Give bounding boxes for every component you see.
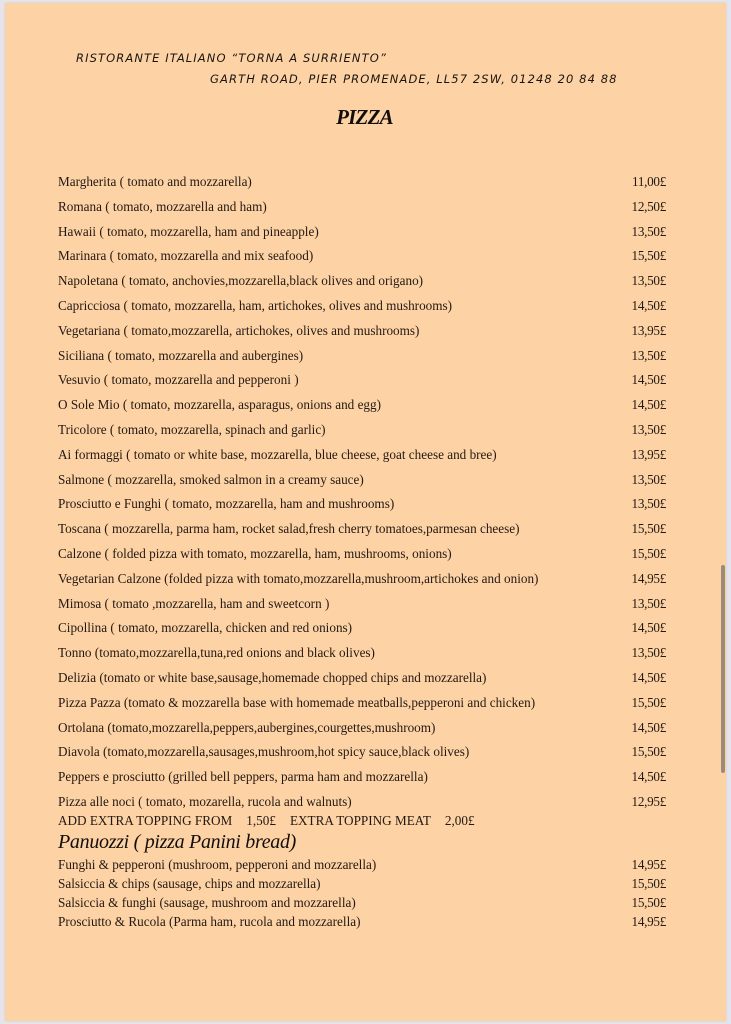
panuozzi-section-title: Panuozzi ( pizza Panini bread) — [58, 831, 297, 853]
pizza-menu-item — [58, 720, 666, 740]
pizza-title-text: PIZZA — [336, 105, 393, 129]
pizza-menu-item — [58, 620, 666, 640]
item-description: Diavola (tomato,mozzarella,sausages,mushroom,hot spicy sauce,black olives) — [58, 744, 470, 760]
item-price: 13,50£ — [631, 223, 666, 239]
pizza-menu-item — [58, 546, 666, 566]
extra-topping-price: 1,50£ — [246, 813, 276, 828]
pizza-section-title — [5, 105, 726, 130]
item-description: Tonno (tomato,mozzarella,tuna,red onions and black olives) — [58, 645, 375, 661]
extra-meat-label: EXTRA TOPPING MEAT — [289, 813, 431, 828]
item-price: 15,50£ — [631, 876, 666, 891]
pizza-menu-item — [58, 571, 666, 591]
panuozzi-menu-item — [58, 876, 666, 896]
menu-page — [5, 3, 726, 1021]
restaurant-name: RISTORANTE ITALIANO “TORNA A SURRIENTO” — [76, 51, 387, 65]
vertical-scrollbar-thumb[interactable] — [721, 565, 725, 773]
item-price: 13,50£ — [631, 273, 666, 289]
item-price: 15,50£ — [631, 744, 666, 760]
item-description: Prosciutto e Funghi ( tomato, mozzarella, ham and mushrooms) — [58, 496, 395, 512]
extra-topping-label: ADD EXTRA TOPPING FROM — [58, 813, 233, 828]
item-price: 14,50£ — [631, 670, 666, 685]
item-description: Calzone ( folded pizza with tomato, mozzarella, ham, mushrooms, onions) — [58, 546, 452, 561]
item-price: 14,50£ — [631, 719, 666, 735]
item-description: Peppers e prosciutto (grilled bell peppers, parma ham and mozzarella) — [58, 769, 428, 785]
item-price: 13,50£ — [631, 471, 666, 487]
item-price: 15,50£ — [631, 248, 666, 264]
extra-topping-line — [58, 813, 489, 829]
restaurant-address: GARTH ROAD, PIER PROMENADE, LL57 2SW, 01248 20 84 88 — [210, 72, 618, 86]
pizza-menu-item — [58, 323, 666, 343]
item-description: Tricolore ( tomato, mozzarella, spinach and garlic) — [58, 422, 326, 437]
item-price: 13,50£ — [631, 645, 666, 661]
item-price: 14,50£ — [631, 298, 666, 313]
item-description: Siciliana ( tomato, mozzarella and aubergines) — [58, 347, 304, 363]
item-price: 15,50£ — [631, 694, 666, 710]
pizza-menu-item — [58, 273, 666, 293]
pizza-menu-item — [58, 769, 666, 789]
pizza-menu-item — [58, 596, 666, 616]
item-description: Ai formaggi ( tomato or white base, mozzarella, blue cheese, goat cheese and bree) — [58, 446, 497, 462]
item-description: Salmone ( mozzarella, smoked salmon in a creamy sauce) — [58, 471, 364, 487]
pizza-menu-item — [58, 397, 666, 417]
pizza-menu-item — [58, 422, 666, 442]
pizza-menu-item — [58, 447, 666, 467]
item-description: Margherita ( tomato and mozzarella) — [58, 174, 252, 189]
pizza-menu-item — [58, 174, 666, 194]
extra-meat-price: 2,00£ — [444, 813, 475, 828]
item-description: Marinara ( tomato, mozzarella and mix seafood) — [58, 248, 314, 264]
pizza-menu-item — [58, 298, 666, 318]
pizza-menu-item — [58, 496, 666, 516]
item-price: 14,50£ — [631, 372, 666, 388]
pizza-menu-item — [58, 670, 666, 690]
pizza-menu-item — [58, 199, 666, 219]
pizza-menu-item — [58, 348, 666, 368]
pizza-menu-item — [58, 521, 666, 541]
item-price: 15,50£ — [631, 895, 666, 910]
item-price: 13,95£ — [631, 322, 666, 338]
item-price: 14,50£ — [631, 769, 666, 785]
pizza-menu-item — [58, 248, 666, 268]
item-description: Ortolana (tomato,mozzarella,peppers,aubergines,courgettes,mushroom) — [58, 719, 436, 735]
item-description: Romana ( tomato, mozzarella and ham) — [58, 198, 267, 214]
item-price: 13,50£ — [631, 422, 666, 437]
panuozzi-menu-item — [58, 914, 666, 934]
item-description: Salsiccia & funghi (sausage, mushroom and mozzarella) — [58, 895, 356, 910]
item-description: Toscana ( mozzarella, parma ham, rocket salad,fresh cherry tomatoes,parmesan cheese) — [58, 521, 520, 537]
item-price: 13,95£ — [631, 446, 666, 462]
item-price: 14,95£ — [631, 914, 666, 929]
item-description: Delizia (tomato or white base,sausage,homemade chopped chips and mozzarella) — [58, 670, 487, 685]
item-price: 15,50£ — [631, 521, 666, 537]
item-description: Cipollina ( tomato, mozzarella, chicken and red onions) — [58, 620, 353, 636]
panuozzi-menu-item — [58, 895, 666, 915]
pizza-menu-item — [58, 472, 666, 492]
item-description: Prosciutto & Rucola (Parma ham, rucola and mozzarella) — [58, 914, 361, 929]
item-price: 12,50£ — [631, 198, 666, 214]
item-price: 14,95£ — [631, 857, 666, 872]
pizza-menu-item — [58, 372, 666, 392]
item-price: 14,50£ — [631, 397, 666, 413]
pizza-menu-item — [58, 645, 666, 665]
pizza-menu-item — [58, 794, 666, 814]
item-description: Napoletana ( tomato, anchovies,mozzarella,black olives and origano) — [58, 273, 424, 289]
pizza-menu-item — [58, 695, 666, 715]
item-description: Pizza Pazza (tomato & mozzarella base with homemade meatballs,pepperoni and chicken) — [58, 694, 536, 710]
item-description: Hawaii ( tomato, mozzarella, ham and pineapple) — [58, 223, 319, 239]
item-description: O Sole Mio ( tomato, mozzarella, asparagus, onions and egg) — [58, 397, 382, 413]
item-price: 13,50£ — [631, 595, 666, 611]
item-description: Mimosa ( tomato ,mozzarella, ham and sweetcorn ) — [58, 595, 330, 611]
item-price: 15,50£ — [631, 546, 666, 561]
item-description: Vegetariana ( tomato,mozzarella, artichokes, olives and mushrooms) — [58, 322, 420, 338]
item-description: Vesuvio ( tomato, mozzarella and pepperoni ) — [58, 372, 299, 388]
panuozzi-menu-item — [58, 857, 666, 877]
item-description: Salsiccia & chips (sausage, chips and mozzarella) — [58, 876, 321, 891]
item-price: 11,00£ — [632, 174, 666, 189]
item-description: Funghi & pepperoni (mushroom, pepperoni and mozzarella) — [58, 857, 377, 872]
item-description: Capricciosa ( tomato, mozzarella, ham, artichokes, olives and mushrooms) — [58, 298, 453, 313]
item-price: 14,95£ — [631, 570, 666, 586]
item-price: 13,50£ — [631, 496, 666, 512]
item-price: 14,50£ — [631, 620, 666, 636]
item-price: 12,95£ — [631, 794, 666, 809]
pizza-menu-item — [58, 744, 666, 764]
item-description: Vegetarian Calzone (folded pizza with tomato,mozzarella,mushroom,artichokes and onion) — [58, 570, 539, 586]
item-description: Pizza alle noci ( tomato, mozarella, rucola and walnuts) — [58, 794, 352, 809]
item-price: 13,50£ — [631, 347, 666, 363]
pizza-menu-item — [58, 224, 666, 244]
